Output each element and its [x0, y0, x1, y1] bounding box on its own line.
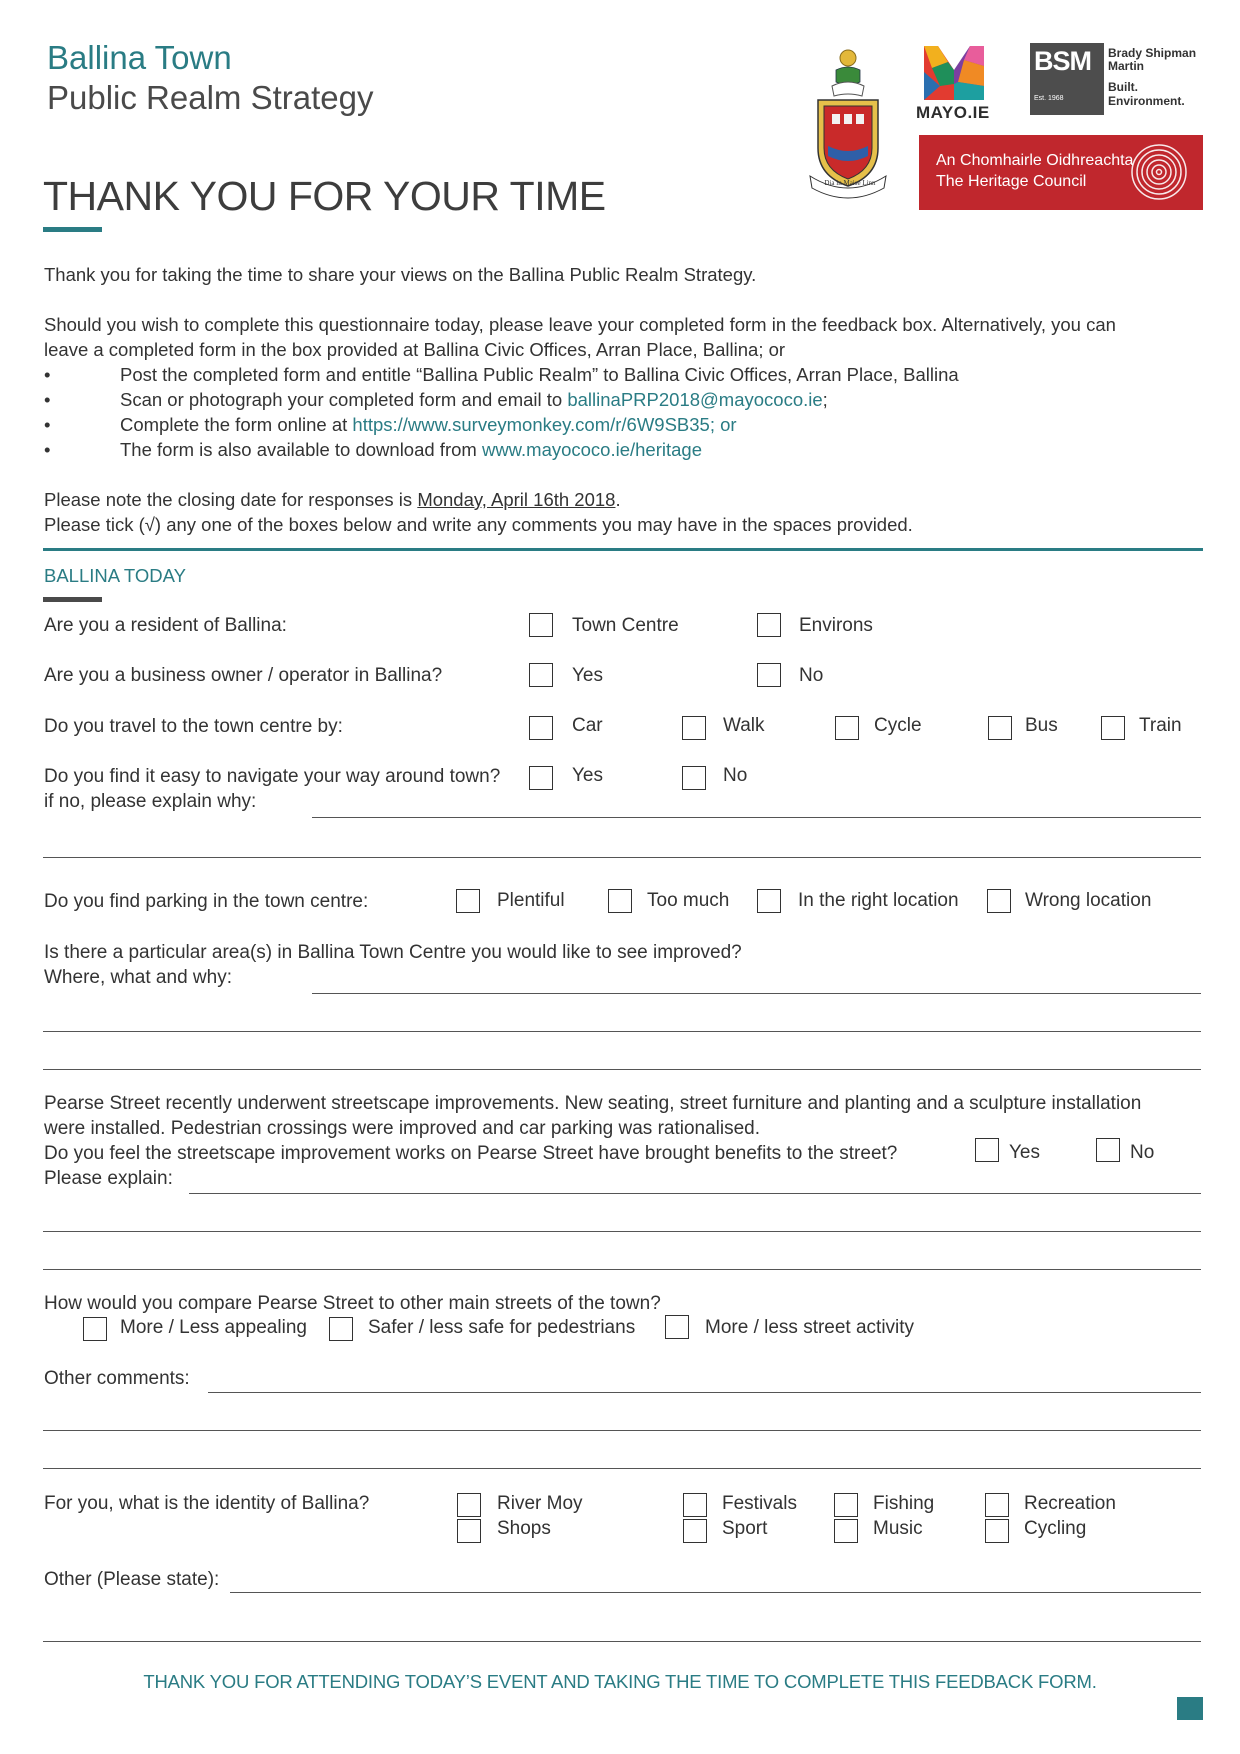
- corner-square-mark: [1177, 1697, 1203, 1720]
- checkbox-navigate-yes[interactable]: [529, 766, 553, 790]
- q-pearse-benefits: Do you feel the streetscape improvement works on Pearse Street have brought benefits to the street?: [44, 1143, 898, 1164]
- bullet-online-text: Complete the form online at: [120, 414, 353, 435]
- q-parking: Do you find parking in the town centre:: [44, 891, 369, 912]
- q-navigate: Do you find it easy to navigate your way around town?: [44, 766, 501, 787]
- checkbox-pearse-no[interactable]: [1096, 1138, 1120, 1162]
- heading-underline: [43, 227, 102, 232]
- answer-line-pearse-3[interactable]: [43, 1269, 1201, 1270]
- option-business-yes: Yes: [572, 665, 603, 686]
- q-area-improved: Is there a particular area(s) in Ballina Town Centre you would like to see improved?: [44, 942, 742, 963]
- intro-paragraph-2-line1: Should you wish to complete this questionnaire today, please leave your completed form in the feedback box. Alternatively, you can: [44, 314, 1116, 335]
- section-title-underline: [43, 597, 102, 602]
- closing-date: Monday, April 16th 2018: [417, 489, 616, 510]
- checkbox-car[interactable]: [529, 716, 553, 740]
- checkbox-sport[interactable]: [683, 1519, 707, 1543]
- fingerprint-icon: [1129, 142, 1189, 202]
- option-wrong-location: Wrong location: [1025, 890, 1152, 911]
- checkbox-cycle[interactable]: [835, 716, 859, 740]
- bullet-dot: •: [44, 389, 51, 410]
- bsm-name-line1: Brady Shipman: [1108, 46, 1197, 60]
- bsm-name-line2: Martin: [1108, 59, 1144, 73]
- answer-line-navigate-1[interactable]: [312, 817, 1201, 818]
- option-music: Music: [873, 1518, 923, 1539]
- checkbox-festivals[interactable]: [683, 1493, 707, 1517]
- closing-date-note: [44, 487, 621, 512]
- email-link[interactable]: ballinaPRP2018@mayococo.ie: [567, 389, 823, 410]
- doc-title-line1: Ballina Town: [47, 39, 232, 76]
- option-street-activity: More / less street activity: [705, 1317, 915, 1338]
- bullet-email-tail: ;: [822, 389, 828, 410]
- answer-line-other-2[interactable]: [43, 1641, 1201, 1642]
- checkbox-train[interactable]: [1101, 716, 1125, 740]
- bullet-download-text: The form is also available to download from: [120, 439, 482, 460]
- checkbox-pearse-yes[interactable]: [975, 1138, 999, 1162]
- option-right-location: In the right location: [798, 890, 959, 911]
- bullet-dot: •: [44, 364, 51, 385]
- checkbox-bus[interactable]: [988, 716, 1012, 740]
- checkbox-music[interactable]: [834, 1519, 858, 1543]
- option-fishing: Fishing: [873, 1493, 935, 1514]
- q-resident: Are you a resident of Ballina:: [44, 615, 287, 636]
- option-pearse-yes: Yes: [1009, 1142, 1040, 1163]
- closing-prefix: Please note the closing date for responses is: [44, 489, 418, 510]
- q-travel-mode: Do you travel to the town centre by:: [44, 716, 343, 737]
- checkbox-town-centre[interactable]: [529, 613, 553, 637]
- option-too-much: Too much: [647, 890, 730, 911]
- surveymonkey-link[interactable]: https://www.surveymonkey.com/r/6W9SB35; or: [352, 414, 737, 435]
- bsm-est: Est. 1968: [1034, 95, 1064, 102]
- answer-line-pearse-2[interactable]: [43, 1231, 1201, 1232]
- bullet-dot: •: [44, 414, 51, 435]
- answer-line-comments-3[interactable]: [43, 1468, 1201, 1469]
- q-identity: For you, what is the identity of Ballina?: [44, 1493, 370, 1514]
- other-comments-label: Other comments:: [44, 1368, 190, 1389]
- option-town-centre: Town Centre: [572, 615, 679, 636]
- bsm-logo: [1030, 43, 1104, 115]
- q-pearse-intro-line2: were installed. Pedestrian crossings were improved and car parking was rationalised.: [44, 1118, 761, 1139]
- option-cycling: Cycling: [1024, 1518, 1087, 1539]
- checkbox-street-activity[interactable]: [665, 1315, 689, 1339]
- answer-line-pearse-1[interactable]: [189, 1193, 1201, 1194]
- option-environs: Environs: [799, 615, 873, 636]
- checkbox-business-yes[interactable]: [529, 663, 553, 687]
- checkbox-more-less-appealing[interactable]: [83, 1317, 107, 1341]
- option-bus: Bus: [1025, 715, 1058, 736]
- answer-line-area-2[interactable]: [43, 1031, 1201, 1032]
- q-navigate-sub: if no, please explain why:: [44, 791, 257, 812]
- checkbox-environs[interactable]: [757, 613, 781, 637]
- option-more-less-appealing: More / Less appealing: [120, 1317, 307, 1338]
- bullet-email-text: Scan or photograph your completed form and email to: [120, 389, 568, 410]
- option-sport: Sport: [722, 1518, 768, 1539]
- bsm-tag-line1: Built.: [1108, 80, 1138, 94]
- bullet-post-text: Post the completed form and entitle “Ballina Public Realm” to Ballina Civic Offices, Arran Place, Ballina: [120, 364, 959, 385]
- answer-line-comments-2[interactable]: [43, 1430, 1201, 1431]
- checkbox-wrong-location[interactable]: [987, 889, 1011, 913]
- section-divider: [43, 548, 1203, 551]
- doc-title-line2: Public Realm Strategy: [47, 79, 374, 116]
- other-please-state-label: Other (Please state):: [44, 1569, 220, 1590]
- checkbox-safer-less-safe[interactable]: [329, 1317, 353, 1341]
- option-navigate-yes: Yes: [572, 765, 603, 786]
- intro-paragraph-1: Thank you for taking the time to share your views on the Ballina Public Realm Strategy.: [44, 264, 757, 285]
- bsm-tag-line2: Environment.: [1108, 94, 1185, 108]
- checkbox-fishing[interactable]: [834, 1493, 858, 1517]
- option-festivals: Festivals: [722, 1493, 797, 1514]
- option-recreation: Recreation: [1024, 1493, 1116, 1514]
- heritage-council-logo: [919, 135, 1203, 210]
- checkbox-too-much[interactable]: [608, 889, 632, 913]
- option-pearse-no: No: [1130, 1142, 1155, 1163]
- answer-line-area-3[interactable]: [43, 1069, 1201, 1070]
- checkbox-river-moy[interactable]: [457, 1493, 481, 1517]
- option-navigate-no: No: [723, 765, 748, 786]
- option-cycle: Cycle: [874, 715, 922, 736]
- main-heading: THANK YOU FOR YOUR TIME: [43, 173, 606, 219]
- checkbox-business-no[interactable]: [757, 663, 781, 687]
- answer-line-comments-1[interactable]: [208, 1392, 1201, 1393]
- section-title: BALLINA TODAY: [44, 565, 186, 586]
- intro-paragraph-2-line2: leave a completed form in the box provided at Ballina Civic Offices, Arran Place, Ballina; or: [44, 339, 786, 360]
- tick-instructions: Please tick (√) any one of the boxes below and write any comments you may have in the spaces provided.: [44, 514, 913, 535]
- option-business-no: No: [799, 665, 824, 686]
- option-safer-less-safe: Safer / less safe for pedestrians: [368, 1317, 636, 1338]
- option-plentiful: Plentiful: [497, 890, 565, 911]
- q-area-improved-sub: Where, what and why:: [44, 967, 232, 988]
- checkbox-navigate-no[interactable]: [682, 766, 706, 790]
- option-river-moy: River Moy: [497, 1493, 583, 1514]
- q-business-owner: Are you a business owner / operator in Ballina?: [44, 665, 443, 686]
- option-train: Train: [1139, 715, 1182, 736]
- checkbox-recreation[interactable]: [985, 1493, 1009, 1517]
- heritage-line2: The Heritage Council: [936, 173, 1087, 190]
- crest-motto: Dia in Maise Linn: [824, 179, 876, 187]
- answer-line-navigate-2[interactable]: [43, 857, 1201, 858]
- q-pearse-intro-line1: Pearse Street recently underwent streetscape improvements. New seating, street furniture and planting and a sculpture installation: [44, 1093, 1142, 1114]
- answer-line-area-1[interactable]: [312, 993, 1201, 994]
- heritage-line1: An Chomhairle Oidhreachta: [936, 152, 1134, 169]
- option-car: Car: [572, 715, 603, 736]
- q-pearse-explain: Please explain:: [44, 1168, 173, 1189]
- bsm-mark: BSM: [1034, 46, 1091, 76]
- checkbox-cycling[interactable]: [985, 1519, 1009, 1543]
- checkbox-walk[interactable]: [682, 716, 706, 740]
- checkbox-plentiful[interactable]: [456, 889, 480, 913]
- bullet-dot: •: [44, 439, 51, 460]
- option-walk: Walk: [723, 715, 765, 736]
- mayo-ie-label: MAYO.IE: [916, 103, 990, 122]
- closing-suffix: .: [615, 489, 621, 510]
- checkbox-shops[interactable]: [457, 1519, 481, 1543]
- q-compare-pearse: How would you compare Pearse Street to other main streets of the town?: [44, 1293, 661, 1314]
- checkbox-right-location[interactable]: [757, 889, 781, 913]
- footer-thank-you: THANK YOU FOR ATTENDING TODAY’S EVENT AND TAKING THE TIME TO COMPLETE THIS FEEDBACK FORM.: [143, 1671, 1097, 1692]
- answer-line-other-1[interactable]: [230, 1592, 1201, 1593]
- heritage-download-link[interactable]: www.mayococo.ie/heritage: [481, 439, 703, 460]
- option-shops: Shops: [497, 1518, 551, 1539]
